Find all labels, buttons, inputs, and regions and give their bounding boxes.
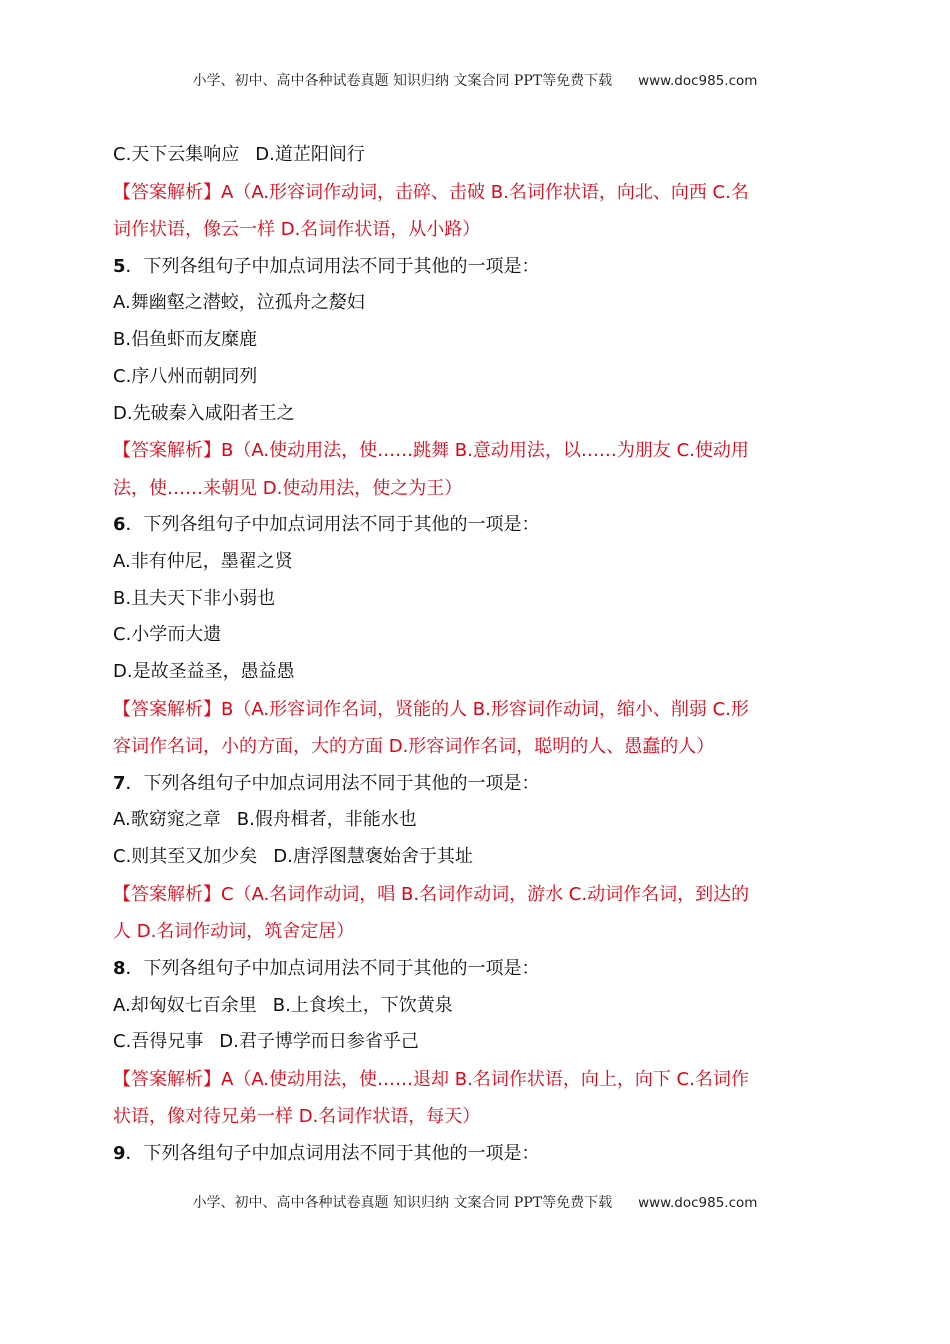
option-c: C.则其至又加少矣 xyxy=(113,846,258,868)
option-a: A.舞幽壑之潜蛟，泣孤舟之嫠妇 xyxy=(113,292,365,314)
header-text: 小学、初中、高中各种试卷真题 知识归纳 文案合同 PPT等免费下载 xyxy=(192,73,613,89)
answer-analysis-line: 词作状语，像云一样 D.名词作状语，从小路） xyxy=(113,219,481,241)
footer-text: 小学、初中、高中各种试卷真题 知识归纳 文案合同 PPT等免费下载 xyxy=(192,1195,613,1211)
question-stem xyxy=(113,1136,841,1173)
answer-analysis-line: 法，使……来朝见 D.使动用法，使之为王） xyxy=(113,477,463,499)
question-text: ．下列各组句子中加点词用法不同于其他的一项是： xyxy=(125,255,540,277)
q8-options-cd xyxy=(113,1024,841,1061)
option-c: C.天下云集响应 xyxy=(113,144,240,165)
option-a: A.歌窈窕之章 xyxy=(113,809,221,831)
answer-analysis-line: 【答案解析】C（A.名词作动词，唱 B.名词作动词，游水 C.动词作名词，到达的 xyxy=(113,883,750,905)
option-b: B.假舟楫者，非能水也 xyxy=(236,809,417,831)
option-a: A.非有仲尼，墨翟之贤 xyxy=(113,550,293,572)
option-b: B.侣鱼虾而友糜鹿 xyxy=(113,329,258,351)
question-text: ．下列各组句子中加点词用法不同于其他的一项是： xyxy=(125,957,540,979)
page-footer xyxy=(0,1192,950,1212)
page-header xyxy=(0,70,950,90)
question-stem xyxy=(113,951,841,988)
option-b: B.且夫天下非小弱也 xyxy=(113,587,276,609)
answer-analysis-line: 【答案解析】A（A.形容词作动词，击碎、击破 B.名词作状语，向北、向西 C.名 xyxy=(113,181,749,203)
question-stem xyxy=(113,766,841,803)
answer-analysis-line: 容词作名词，小的方面，大的方面 D.形容词作名词，聪明的人、愚蠢的人） xyxy=(113,736,715,758)
option-d: D.君子博学而日参省乎己 xyxy=(219,1031,419,1053)
option-d: D.唐浮图慧褒始舍于其址 xyxy=(273,846,473,868)
question-number: 8 xyxy=(113,957,126,979)
answer-analysis-line: 【答案解析】B（A.形容词作名词，贤能的人 B.形容词作动词，缩小、削弱 C.形 xyxy=(113,698,749,720)
question-text: ．下列各组句子中加点词用法不同于其他的一项是： xyxy=(125,772,540,794)
answer-analysis-line: 【答案解析】B（A.使动用法，使……跳舞 B.意动用法，以……为朋友 C.使动用 xyxy=(113,440,749,462)
question-number: 9 xyxy=(113,1142,126,1164)
option-d: D.先破秦入咸阳者王之 xyxy=(113,402,295,424)
question-text: ．下列各组句子中加点词用法不同于其他的一项是： xyxy=(125,1142,540,1164)
q7-options-cd xyxy=(113,839,841,876)
option-c: C.小学而大遗 xyxy=(113,624,222,646)
question-number: 5 xyxy=(113,255,126,277)
option-c: C.吾得兄事 xyxy=(113,1031,204,1053)
option-a: A.却匈奴七百余里 xyxy=(113,994,257,1016)
answer-analysis-line: 状语，像对待兄弟一样 D.名词作状语，每天） xyxy=(113,1106,481,1128)
answer-analysis-line: 人 D.名词作动词，筑舍定居） xyxy=(113,921,355,943)
option-c: C.序八州而朝同列 xyxy=(113,365,258,387)
option-b: B.上食埃土，下饮黄泉 xyxy=(272,994,453,1016)
q8-options-ab xyxy=(113,988,841,1025)
footer-url[interactable]: www.doc985.com xyxy=(638,1195,758,1211)
question-text: ．下列各组句子中加点词用法不同于其他的一项是： xyxy=(125,514,540,536)
answer-analysis-line: 【答案解析】A（A.使动用法，使……退却 B.名词作状语，向上，向下 C.名词作 xyxy=(113,1068,749,1090)
question-number: 7 xyxy=(113,772,126,794)
q4-options-cd xyxy=(113,137,841,174)
document-body xyxy=(113,137,841,1173)
header-url[interactable]: www.doc985.com xyxy=(638,73,758,89)
option-d: D.是故圣益圣，愚益愚 xyxy=(113,661,295,683)
question-number: 6 xyxy=(113,514,126,536)
option-d: D.道芷阳间行 xyxy=(255,144,365,165)
question-stem xyxy=(113,507,841,544)
q7-options-ab xyxy=(113,802,841,839)
question-stem xyxy=(113,249,841,286)
